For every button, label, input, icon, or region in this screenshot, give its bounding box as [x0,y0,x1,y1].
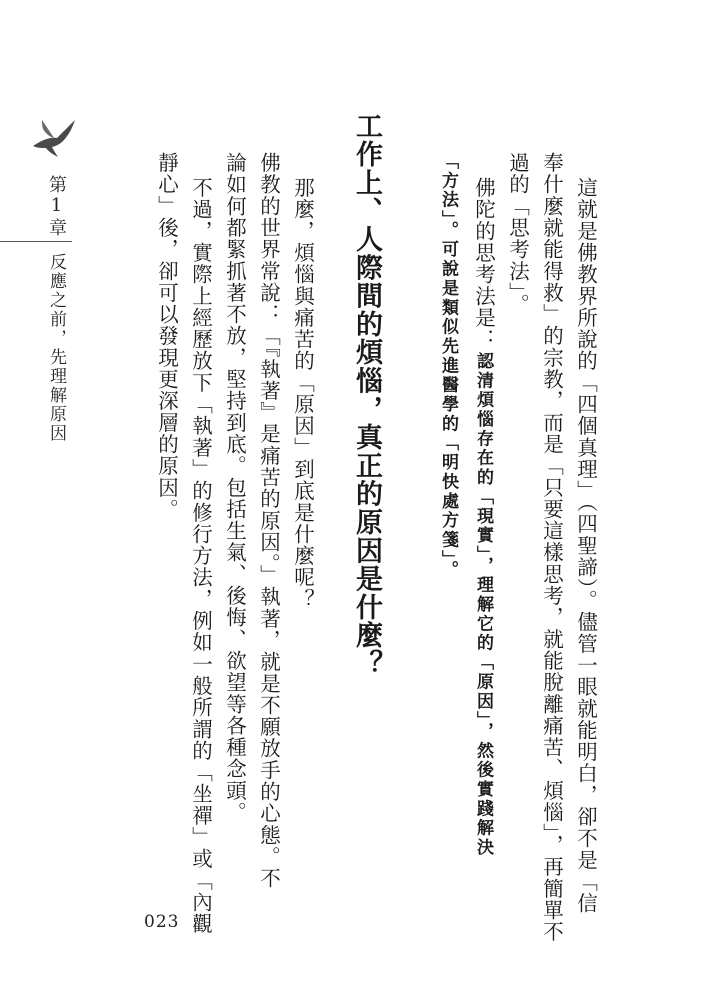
page-number: 023 [144,912,180,932]
paragraph-3-line-2: 佛教的世界常說：「『執著』是痛苦的原因。」執著，就是不願放手的心態。不 [256,152,281,890]
paragraph-2-intro: 佛陀的思考法是： [471,177,496,351]
paragraph-3-line-4: 不過，實際上經歷放下「執著」的修行方法，例如一般所謂的「坐禪」或「內觀 [188,177,213,935]
paragraph-2-bold-line-1: 認清煩惱存在的「現實」，理解它的「原因」，然後實踐解決 [473,352,493,858]
bird-icon [30,110,78,160]
paragraph-1-line-3: 過的「思考法」。 [505,152,530,315]
paragraph-3-line-5: 靜心」後，卻可以發現更深層的原因。 [154,152,179,521]
paragraph-2-bold-line-2: 「方法」。可說是類似先進醫學的「明快處方箋」。 [438,152,458,581]
section-heading: 工作上、人際間的煩惱，真正的原因是什麼？ [351,112,382,678]
paragraph-1-line-1: 這就是佛教界所說的「四個真理」（四聖諦）。儘管一眼就能明白，卻不是「信 [573,177,598,915]
paragraph-1-line-2: 奉什麼就能得救」的宗教，而是「只要這樣思考，就能脫離痛苦、煩惱」，再簡單不 [539,152,564,943]
chapter-label: 第1章 [46,175,67,238]
running-title: 反應之前，先理解原因 [46,253,66,443]
chapter-divider [0,241,72,242]
paragraph-3-line-1: 那麼，煩惱與痛苦的「原因」到底是什麼呢？ [290,177,315,610]
paragraph-3-line-3: 論如何都緊抓著不放，堅持到底。包括生氣、後悔、欲望等各種念頭。 [222,152,247,824]
